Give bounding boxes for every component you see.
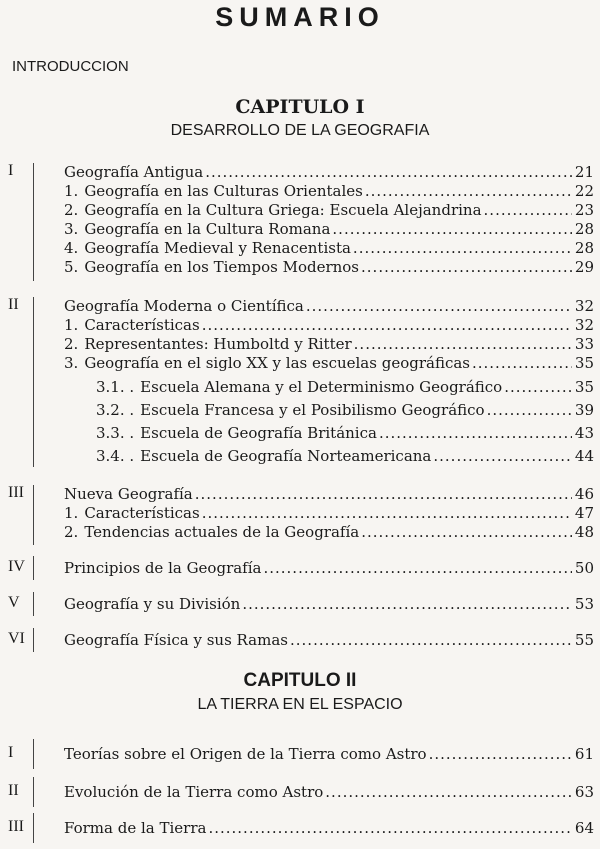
section-divider xyxy=(33,592,34,616)
section-roman: VI xyxy=(8,630,25,647)
page-number: 39 xyxy=(574,401,594,419)
section-divider xyxy=(33,297,34,467)
section-divider xyxy=(33,163,34,281)
section-roman: IV xyxy=(8,558,25,575)
toc-entry[interactable]: Teorías sobre el Origen de la Tierra como Astro ..... 61 xyxy=(64,746,594,763)
page-number: 47 xyxy=(574,504,594,522)
page-number: 29 xyxy=(574,258,594,276)
toc-entry[interactable]: 3. Geografía en el siglo XX y las escuelas geográficas ..... 35 xyxy=(64,355,594,372)
page-number: 50 xyxy=(574,559,594,577)
toc-entry[interactable]: 5. Geografía en los Tiempos Modernos ..... 29 xyxy=(64,259,594,276)
toc-entry[interactable]: 4. Geografía Medieval y Renacentista ..... 28 xyxy=(64,240,594,257)
toc-entry[interactable]: Forma de la Tierra ..... 64 xyxy=(64,820,594,837)
toc-entry[interactable]: Principios de la Geografía ..... 50 xyxy=(64,560,594,577)
page-number: 46 xyxy=(574,485,594,503)
toc-entry[interactable]: 3.2. . Escuela Francesa y el Posibilismo Geográfico ..... 39 xyxy=(96,402,594,419)
page-number: 28 xyxy=(574,220,594,238)
toc-entry[interactable]: 3.1. . Escuela Alemana y el Determinismo Geográfico ..... 35 xyxy=(96,379,594,396)
intro-heading: INTRODUCCION xyxy=(12,58,129,75)
section-divider xyxy=(33,813,34,843)
section-divider xyxy=(33,556,34,580)
toc-entry[interactable]: Evolución de la Tierra como Astro ..... 63 xyxy=(64,784,594,801)
chapter-2-number: CAPITULO II xyxy=(243,670,357,691)
page-number: 21 xyxy=(574,163,594,181)
page-number: 33 xyxy=(574,335,594,353)
toc-entry[interactable]: 2. Tendencias actuales de la Geografía ..... 48 xyxy=(64,524,594,541)
toc-entry[interactable]: 2. Representantes: Humboltd y Ritter ..... 33 xyxy=(64,336,594,353)
page-number: 43 xyxy=(574,424,594,442)
section-divider xyxy=(33,739,34,769)
toc-entry[interactable]: 3. Geografía en la Cultura Romana ..... 28 xyxy=(64,221,594,238)
page-number: 55 xyxy=(574,631,594,649)
section-roman: I xyxy=(8,744,14,761)
toc-entry[interactable]: Geografía Física y sus Ramas ..... 55 xyxy=(64,632,594,649)
page-number: 53 xyxy=(574,595,594,613)
section-roman: III xyxy=(8,818,24,835)
page-number: 35 xyxy=(574,378,594,396)
toc-entry[interactable]: Geografía Antigua ..... 21 xyxy=(64,164,594,181)
toc-entry[interactable]: Geografía Moderna o Científica ..... 32 xyxy=(64,298,594,315)
page-number: 35 xyxy=(574,354,594,372)
page-number: 22 xyxy=(574,182,594,200)
section-divider xyxy=(33,628,34,652)
page-number: 64 xyxy=(574,819,594,837)
page-number: 28 xyxy=(574,239,594,257)
page-number: 23 xyxy=(574,201,594,219)
section-divider xyxy=(33,485,34,545)
section-roman: II xyxy=(8,296,19,313)
toc-entry[interactable]: 1. Características ..... 32 xyxy=(64,317,594,334)
section-roman: III xyxy=(8,484,24,501)
section-roman: V xyxy=(8,594,20,611)
toc-entry[interactable]: Nueva Geografía ..... 46 xyxy=(64,486,594,503)
page-title: SUMARIO xyxy=(215,2,385,32)
section-divider xyxy=(33,777,34,807)
page-number: 32 xyxy=(574,297,594,315)
toc-entry[interactable]: 1. Características ..... 47 xyxy=(64,505,594,522)
toc-entry[interactable]: 1. Geografía en las Culturas Orientales ..... 22 xyxy=(64,183,594,200)
toc-entry[interactable]: 2. Geografía en la Cultura Griega: Escuela Alejandrina ..... 23 xyxy=(64,202,594,219)
page-number: 48 xyxy=(574,523,594,541)
chapter-1-number: CAPITULO I xyxy=(235,96,365,118)
chapter-1-title: DESARROLLO DE LA GEOGRAFIA xyxy=(170,122,430,139)
chapter-2-title: LA TIERRA EN EL ESPACIO xyxy=(197,696,403,713)
page-number: 61 xyxy=(574,745,594,763)
toc-entry[interactable]: 3.4. . Escuela de Geografía Norteamericana ..... 44 xyxy=(96,448,594,465)
section-roman: I xyxy=(8,162,14,179)
toc-entry[interactable]: Geografía y su División ..... 53 xyxy=(64,596,594,613)
page-number: 32 xyxy=(574,316,594,334)
toc-entry[interactable]: 3.3. . Escuela de Geografía Británica ..... 43 xyxy=(96,425,594,442)
section-roman: II xyxy=(8,782,19,799)
page-number: 44 xyxy=(574,447,594,465)
page-number: 63 xyxy=(574,783,594,801)
